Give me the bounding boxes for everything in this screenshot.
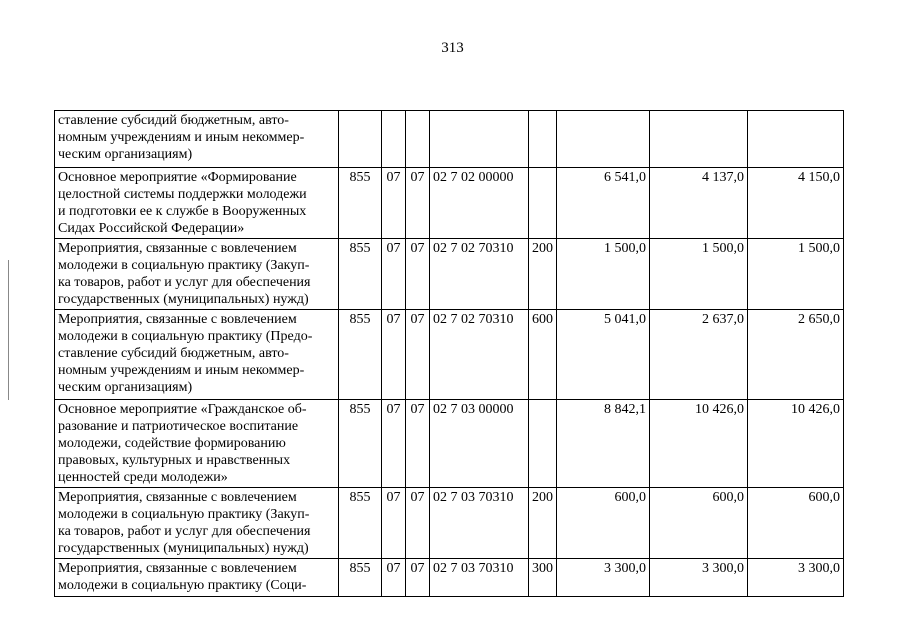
target-article-cell: 02 7 02 70310: [430, 239, 529, 310]
description-line: ка товаров, работ и услуг для обеспечения: [58, 275, 311, 290]
section-code-cell: [382, 111, 406, 168]
description-line: государственных (муниципальных) нужд): [58, 292, 309, 307]
amount-year1-cell: 3 300,0: [557, 559, 650, 597]
amount-year2-cell: 3 300,0: [650, 559, 748, 597]
section-code-cell: 07: [382, 559, 406, 597]
description-line: правовых, культурных и нравственных: [58, 453, 291, 468]
description-cell: [55, 559, 339, 597]
description-line: Сидах Российской Федерации»: [58, 221, 245, 236]
amount-year3-cell: 10 426,0: [748, 400, 844, 488]
expense-type-cell: [529, 400, 557, 488]
description-cell: [55, 488, 339, 559]
section-code-cell: 07: [382, 168, 406, 239]
section-code-cell: 07: [382, 239, 406, 310]
description-line: молодежи в социальную практику (Предо-: [58, 329, 313, 344]
description-line: ка товаров, работ и услуг для обеспечения: [58, 524, 311, 539]
description-line: молодежи в социальную практику (Закуп-: [58, 258, 310, 273]
target-article-cell: 02 7 03 70310: [430, 488, 529, 559]
description-line: целостной системы поддержки молодежи: [58, 187, 307, 202]
subsection-code-cell: 07: [406, 559, 430, 597]
description-line: молодежи, содействие формированию: [58, 436, 286, 451]
amount-year3-cell: [748, 111, 844, 168]
ministry-code-cell: 855: [339, 310, 382, 400]
description-line: ценностей среди молодежи»: [58, 470, 228, 485]
amount-year3-cell: 1 500,0: [748, 239, 844, 310]
ministry-code-cell: 855: [339, 168, 382, 239]
table-row: [55, 111, 844, 168]
amount-year3-cell: 2 650,0: [748, 310, 844, 400]
target-article-cell: 02 7 03 00000: [430, 400, 529, 488]
subsection-code-cell: 07: [406, 168, 430, 239]
ministry-code-cell: 855: [339, 400, 382, 488]
description-line: разование и патриотическое воспитание: [58, 419, 299, 434]
subsection-code-cell: 07: [406, 310, 430, 400]
description-line: Мероприятия, связанные с вовлечением: [58, 561, 297, 576]
ministry-code-cell: 855: [339, 488, 382, 559]
section-code-cell: 07: [382, 310, 406, 400]
subsection-code-cell: [406, 111, 430, 168]
description-cell: [55, 400, 339, 488]
expense-type-cell: 200: [529, 239, 557, 310]
description-cell: [55, 168, 339, 239]
description-cell: [55, 310, 339, 400]
table-row: [55, 168, 844, 239]
description-line: ческим организациям): [58, 380, 193, 395]
table-body: [55, 111, 844, 597]
section-code-cell: 07: [382, 400, 406, 488]
subsection-code-cell: 07: [406, 239, 430, 310]
description-line: номным учреждениям и иным некоммер-: [58, 363, 305, 378]
description-line: Мероприятия, связанные с вовлечением: [58, 312, 297, 327]
page-number: 313: [441, 40, 464, 56]
table-row: [55, 488, 844, 559]
table-row: [55, 310, 844, 400]
table-row: [55, 559, 844, 597]
margin-line: [8, 260, 9, 400]
amount-year3-cell: 3 300,0: [748, 559, 844, 597]
expense-type-cell: [529, 111, 557, 168]
description-line: и подготовки ее к службе в Вооруженных: [58, 204, 307, 219]
description-line: молодежи в социальную практику (Соци-: [58, 578, 307, 593]
amount-year1-cell: 5 041,0: [557, 310, 650, 400]
amount-year1-cell: 8 842,1: [557, 400, 650, 488]
expense-type-cell: 300: [529, 559, 557, 597]
target-article-cell: 02 7 02 00000: [430, 168, 529, 239]
table-row: [55, 239, 844, 310]
table-row: [55, 400, 844, 488]
amount-year3-cell: 600,0: [748, 488, 844, 559]
subsection-code-cell: 07: [406, 400, 430, 488]
description-line: номным учреждениям и иным некоммер-: [58, 130, 305, 145]
amount-year2-cell: 4 137,0: [650, 168, 748, 239]
amount-year2-cell: 10 426,0: [650, 400, 748, 488]
ministry-code-cell: 855: [339, 239, 382, 310]
amount-year1-cell: 600,0: [557, 488, 650, 559]
description-line: ставление субсидий бюджетным, авто-: [58, 113, 289, 128]
amount-year3-cell: 4 150,0: [748, 168, 844, 239]
ministry-code-cell: 855: [339, 559, 382, 597]
description-line: Мероприятия, связанные с вовлечением: [58, 241, 297, 256]
description-line: Основное мероприятие «Гражданское об-: [58, 402, 307, 417]
target-article-cell: [430, 111, 529, 168]
description-line: ческим организациям): [58, 147, 193, 162]
expense-type-cell: 200: [529, 488, 557, 559]
description-line: Основное мероприятие «Формирование: [58, 170, 297, 185]
ministry-code-cell: [339, 111, 382, 168]
description-cell: [55, 239, 339, 310]
description-cell: [55, 111, 339, 168]
expense-type-cell: [529, 168, 557, 239]
budget-table: [54, 110, 844, 597]
target-article-cell: 02 7 02 70310: [430, 310, 529, 400]
section-code-cell: 07: [382, 488, 406, 559]
amount-year1-cell: 1 500,0: [557, 239, 650, 310]
description-line: ставление субсидий бюджетным, авто-: [58, 346, 289, 361]
amount-year2-cell: 600,0: [650, 488, 748, 559]
target-article-cell: 02 7 03 70310: [430, 559, 529, 597]
amount-year2-cell: 2 637,0: [650, 310, 748, 400]
description-line: Мероприятия, связанные с вовлечением: [58, 490, 297, 505]
description-line: молодежи в социальную практику (Закуп-: [58, 507, 310, 522]
expense-type-cell: 600: [529, 310, 557, 400]
amount-year2-cell: 1 500,0: [650, 239, 748, 310]
amount-year1-cell: [557, 111, 650, 168]
amount-year1-cell: 6 541,0: [557, 168, 650, 239]
amount-year2-cell: [650, 111, 748, 168]
description-line: государственных (муниципальных) нужд): [58, 541, 309, 556]
subsection-code-cell: 07: [406, 488, 430, 559]
